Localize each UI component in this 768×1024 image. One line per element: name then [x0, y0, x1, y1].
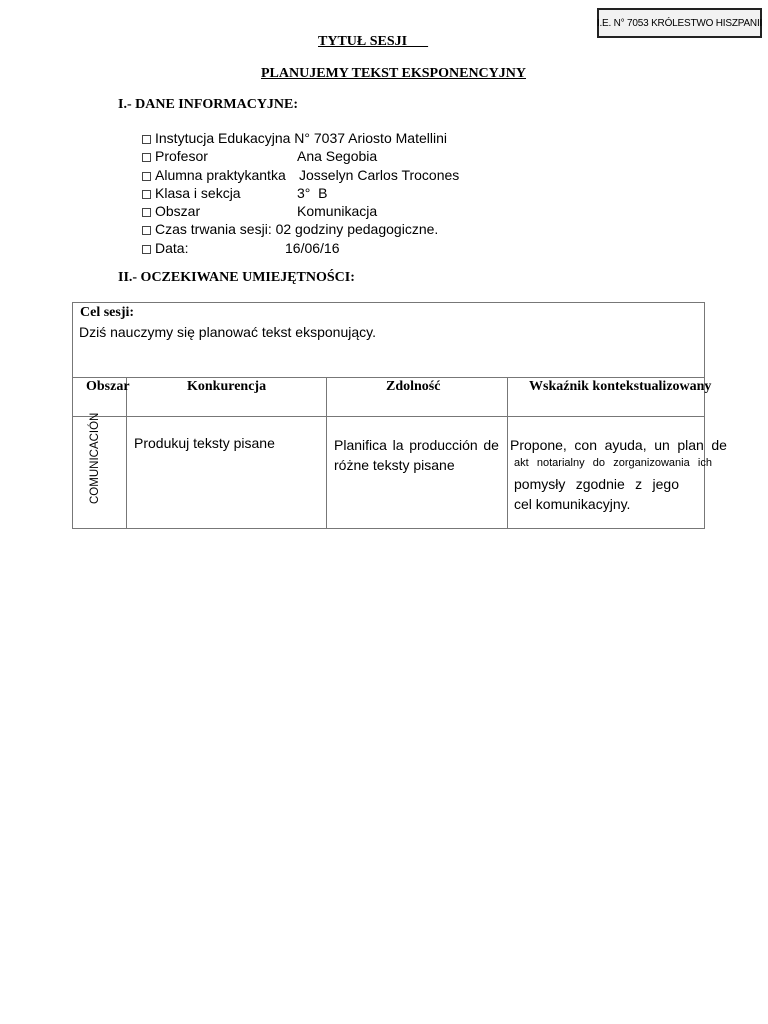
date-value: 16/06/16: [285, 239, 340, 256]
section-informational-data: I.- DANE INFORMACYJNE:: [118, 97, 299, 112]
area-value: Komunikacja: [297, 203, 378, 220]
row-area-vertical: COMUNICACIÓN: [89, 412, 101, 504]
checkbox-bullet-icon: [142, 172, 151, 181]
indicator-line-4: cel komunikacyjny.: [514, 496, 631, 512]
indicator-line-3: pomysły zgodnie z jego: [514, 476, 679, 492]
info-date: Data: 16/06/16: [142, 239, 447, 257]
session-title: TYTUŁ SESJI: [318, 34, 429, 49]
checkbox-bullet-icon: [142, 153, 151, 162]
skills-table: [72, 302, 727, 529]
session-goal-text: Dziś nauczymy się planować tekst eksponujący.: [79, 324, 376, 340]
capacity-line-2: różne teksty pisane: [334, 457, 455, 473]
checkbox-bullet-icon: [142, 135, 151, 144]
header-capacity: Zdolność: [386, 379, 441, 394]
info-teacher: Profesor Ana Segobia: [142, 147, 447, 165]
info-institution: Instytucja Edukacyjna N° 7037 Ariosto Matellini: [142, 129, 447, 147]
info-list: [142, 129, 460, 257]
row-competence: Produkuj teksty pisane: [134, 435, 275, 451]
class-value: 3° B: [297, 184, 328, 201]
institution-header-box: [597, 8, 762, 38]
header-competence: Konkurencja: [187, 379, 267, 394]
table-divider: [73, 377, 704, 378]
capacity-line-1: Planifica la producción de: [334, 437, 499, 453]
table-divider: [507, 377, 508, 528]
indicator-line-1: Propone, con ayuda, un plan de: [510, 437, 727, 453]
header-indicator: Wskaźnik kontekstualizowany: [529, 379, 712, 394]
info-class: Klasa i sekcja 3° B: [142, 184, 447, 202]
header-area: Obszar: [86, 379, 130, 394]
checkbox-bullet-icon: [142, 226, 151, 235]
institution-header-text: I.E. N° 7053 KRÓLESTWO HISZPANII: [596, 17, 763, 29]
teacher-value: Ana Segobia: [297, 148, 378, 165]
checkbox-bullet-icon: [142, 190, 151, 199]
info-trainee: Alumna praktykantka Josselyn Carlos Trocones: [142, 166, 447, 184]
session-goal-label: Cel sesji:: [80, 305, 135, 320]
table-divider: [126, 377, 127, 528]
checkbox-bullet-icon: [142, 245, 151, 254]
info-duration: Czas trwania sesji: 02 godziny pedagogiczne.: [142, 220, 447, 238]
checkbox-bullet-icon: [142, 208, 151, 217]
info-area: Obszar Komunikacja: [142, 202, 447, 220]
lesson-title: PLANUJEMY TEKST EKSPONENCYJNY: [261, 66, 527, 81]
table-divider: [73, 416, 704, 417]
row-capacity: [334, 435, 499, 475]
indicator-line-2: akt notarialny do zorganizowania ich: [514, 457, 712, 469]
section-expected-skills: II.- OCZEKIWANE UMIEJĘTNOŚCI:: [118, 270, 355, 285]
trainee-value: Josselyn Carlos Trocones: [299, 166, 460, 183]
table-divider: [326, 377, 327, 528]
row-indicator: [510, 435, 727, 514]
